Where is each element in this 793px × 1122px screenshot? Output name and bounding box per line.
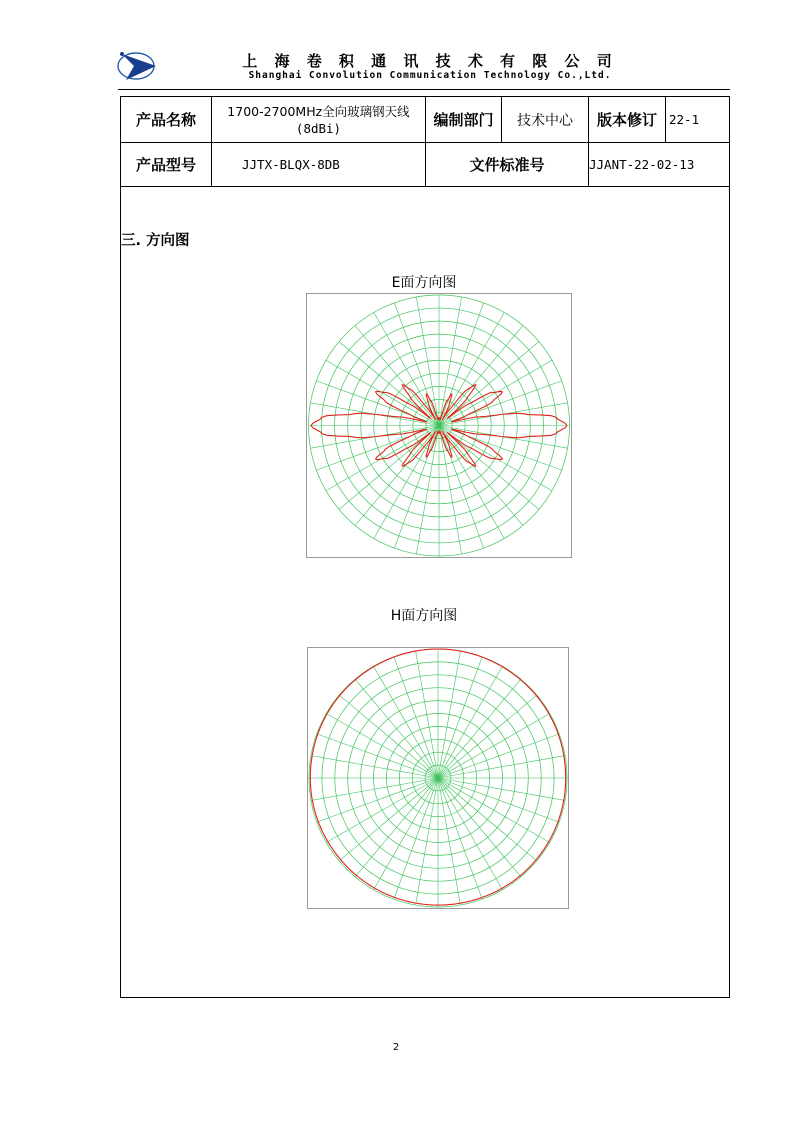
header-divider bbox=[118, 89, 730, 90]
product-name-value bbox=[212, 97, 426, 143]
product-name-line1: 1700-2700MHz全向玻璃钢天线 bbox=[227, 103, 410, 119]
h-plane-title: H面方向图 bbox=[390, 608, 458, 624]
e-plane-pattern-chart bbox=[306, 293, 572, 558]
company-logo bbox=[116, 44, 160, 88]
section-title: 三. 方向图 bbox=[121, 233, 190, 249]
dept-value: 技术中心 bbox=[502, 97, 589, 143]
product-name-line2: (8dBi) bbox=[295, 120, 342, 136]
company-name-en: Shanghai Convolution Communication Technology Co.,Ltd. bbox=[248, 70, 612, 81]
model-label: 产品型号 bbox=[121, 143, 212, 187]
product-name-label: 产品名称 bbox=[121, 97, 212, 143]
revision-value: 22-1 bbox=[666, 97, 729, 143]
model-value: JJTX-BLQX-8DB bbox=[212, 143, 426, 187]
e-plane-title: E面方向图 bbox=[391, 275, 457, 291]
revision-label: 版本修订 bbox=[589, 97, 666, 143]
page-number: 2 bbox=[392, 1042, 400, 1053]
doc-no-label: 文件标准号 bbox=[426, 143, 589, 187]
doc-no-value: JJANT-22-02-13 bbox=[589, 143, 729, 187]
dept-label: 编制部门 bbox=[426, 97, 502, 143]
company-name-cn: 上 海 卷 积 通 讯 技 术 有 限 公 司 bbox=[242, 52, 618, 70]
h-plane-pattern-chart bbox=[307, 647, 569, 909]
